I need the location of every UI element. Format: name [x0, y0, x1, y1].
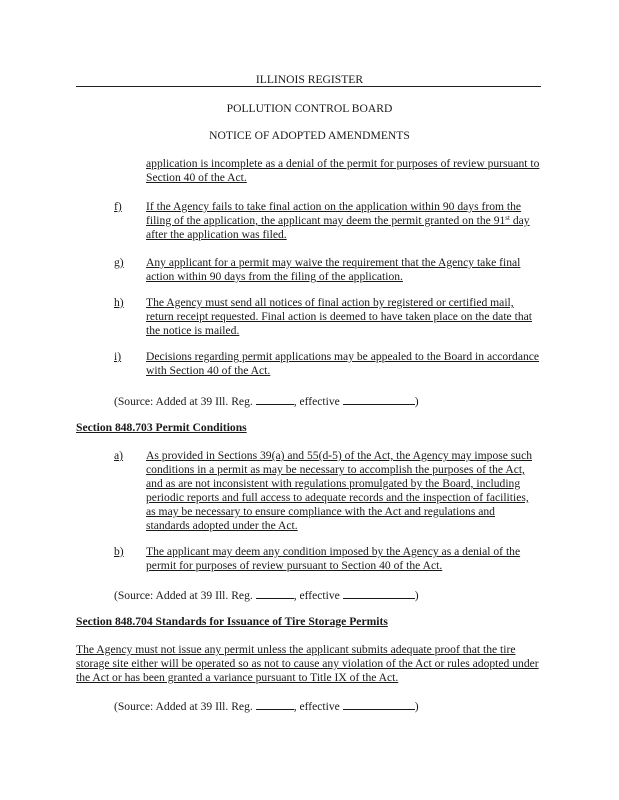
blank-issue	[256, 394, 294, 405]
item-text: If the Agency fails to take final action on the application within 90 days from the filing of the application, the applicant may deem the permit granted on the 91st day after the application was filed.	[146, 200, 530, 241]
blank-issue	[256, 699, 294, 710]
item-text: The Agency must send all notices of final action by registered or certified mail, return receipt requested. Final action is deemed to have taken place on the date that the notice is mailed.	[146, 296, 532, 337]
blank-effective-date	[343, 588, 415, 599]
source-note: (Source: Added at 39 Ill. Reg. , effective )	[114, 700, 419, 713]
blank-issue	[256, 588, 294, 599]
section-heading: Section 848.703 Permit Conditions	[76, 421, 247, 434]
item-text: The applicant may deem any condition imposed by the Agency as a denial of the permit for purposes of review pursuant to Section 40 of the Act.	[146, 545, 521, 572]
header-rule	[76, 86, 541, 87]
item-letter: g)	[114, 256, 124, 269]
source-note: (Source: Added at 39 Ill. Reg. , effective )	[114, 589, 419, 602]
item-letter: f)	[114, 200, 122, 213]
board-name: POLLUTION CONTROL BOARD	[226, 102, 393, 115]
item-text: Decisions regarding permit applications may be appealed to the Board in accordance with Section 40 of the Act.	[146, 350, 540, 377]
item-text: Any applicant for a permit may waive the requirement that the Agency take final action within 90 days from the filing of the application.	[146, 256, 521, 283]
notice-title: NOTICE OF ADOPTED AMENDMENTS	[209, 129, 410, 142]
source-note: (Source: Added at 39 Ill. Reg. , effective )	[114, 395, 419, 408]
item-letter: b)	[114, 545, 124, 558]
section-heading: Section 848.704 Standards for Issuance of Tire Storage Permits	[76, 615, 388, 628]
continued-text: application is incomplete as a denial of the permit for purposes of review pursuant to Section 40 of the Act.	[146, 157, 540, 184]
item-text: As provided in Sections 39(a) and 55(d-5) of the Act, the Agency may impose such conditions in a permit as may be necessary to accomplish the purposes of the Act, and as are not inconsistent with regulations promulgated by the Board, including periodic reports and full access to adequate records and the inspection of facilities, as may be necessary to ensure compliance with the Act and regulations and standards adopted under the Act.	[146, 449, 533, 532]
blank-effective-date	[343, 394, 415, 405]
blank-effective-date	[343, 699, 415, 710]
item-letter: a)	[114, 449, 124, 462]
item-letter: i)	[114, 350, 122, 363]
item-letter: h)	[114, 296, 124, 309]
ordinal-suffix: st	[505, 214, 510, 222]
section-paragraph: The Agency must not issue any permit unless the applicant submits adequate proof that the tire storage site either will be operated so as not to cause any violation of the Act or rules adopted under the Act or has been granted a variance pursuant to Title IX of the Act.	[76, 643, 539, 684]
register-title: ILLINOIS REGISTER	[255, 73, 364, 86]
